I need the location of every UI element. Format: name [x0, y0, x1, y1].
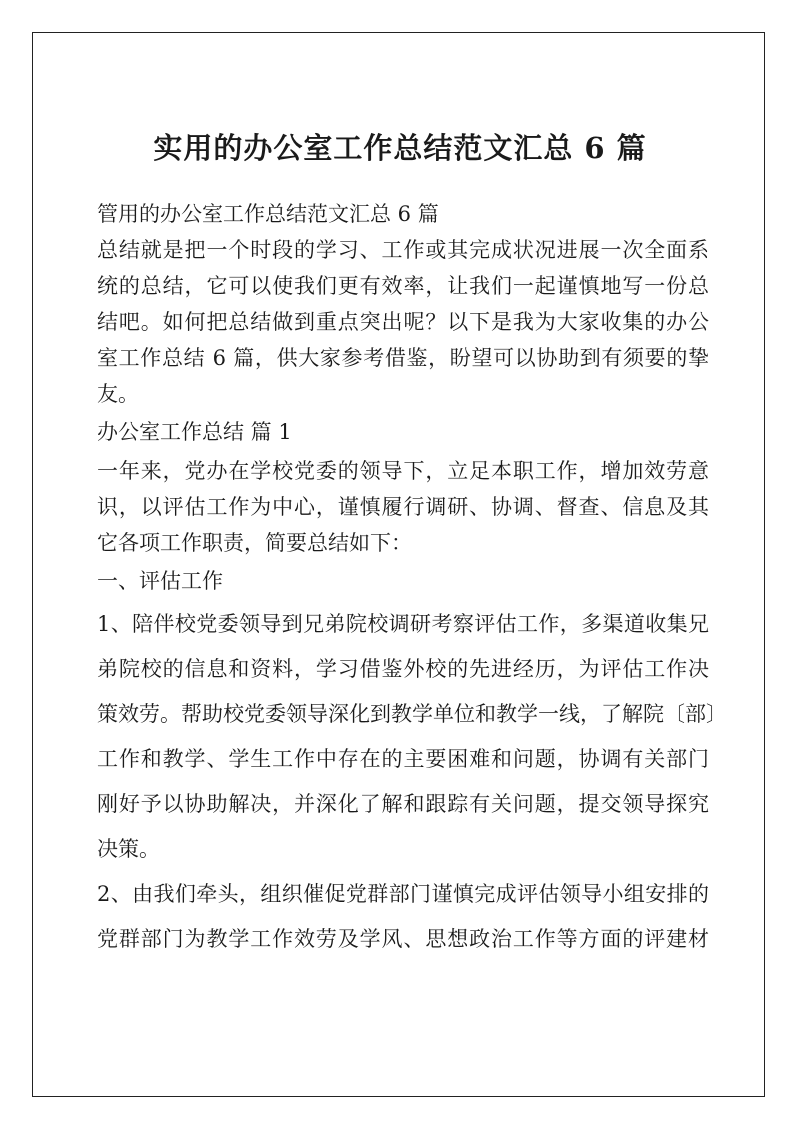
text-line: 友。 [97, 382, 139, 406]
document-title: 实用的办公室工作总结范文汇总 6 篇 [153, 131, 647, 165]
text-line: 决策。 [97, 837, 160, 861]
text-line: 弟院校的信息和资料，学习借鉴外校的先进经历，为评估工作决 [97, 657, 709, 681]
text-line-subtitle: 管用的办公室工作总结范文汇总 6 篇 [97, 202, 439, 226]
text-line: 室工作总结 6 篇，供大家参考借鉴，盼望可以协助到有须要的挚 [97, 346, 709, 370]
text-line: 结吧。如何把总结做到重点突出呢？以下是我为大家收集的办公 [97, 310, 709, 334]
text-line: 识，以评估工作为中心，谨慎履行调研、协调、督查、信息及其 [97, 495, 709, 519]
document-body [97, 196, 727, 962]
section-heading: 一、评估工作 [97, 569, 223, 593]
text-line: 一年来，党办在学校党委的领导下，立足本职工作，增加效劳意 [97, 459, 709, 483]
text-line: 刚好予以协助解决，并深化了解和跟踪有关问题，提交领导探究 [97, 792, 709, 816]
text-line: 党群部门为教学工作效劳及学风、思想政治工作等方面的评建材 [97, 927, 709, 951]
text-line: 策效劳。帮助校党委领导深化到教学单位和教学一线，了解院〔部〕 [97, 702, 727, 726]
text-line: 2、由我们牵头，组织催促党群部门谨慎完成评估领导小组安排的 [97, 882, 709, 906]
text-line: 工作和教学、学生工作中存在的主要困难和问题，协调有关部门 [97, 747, 709, 771]
section-heading: 办公室工作总结 篇 1 [97, 420, 292, 444]
text-line: 1、陪伴校党委领导到兄弟院校调研考察评估工作，多渠道收集兄 [97, 612, 709, 636]
text-line: 总结就是把一个时段的学习、工作或其完成状况进展一次全面系 [97, 238, 709, 262]
text-line: 统的总结，它可以使我们更有效率，让我们一起谨慎地写一份总 [97, 274, 709, 298]
text-line: 它各项工作职责，简要总结如下： [97, 531, 412, 555]
